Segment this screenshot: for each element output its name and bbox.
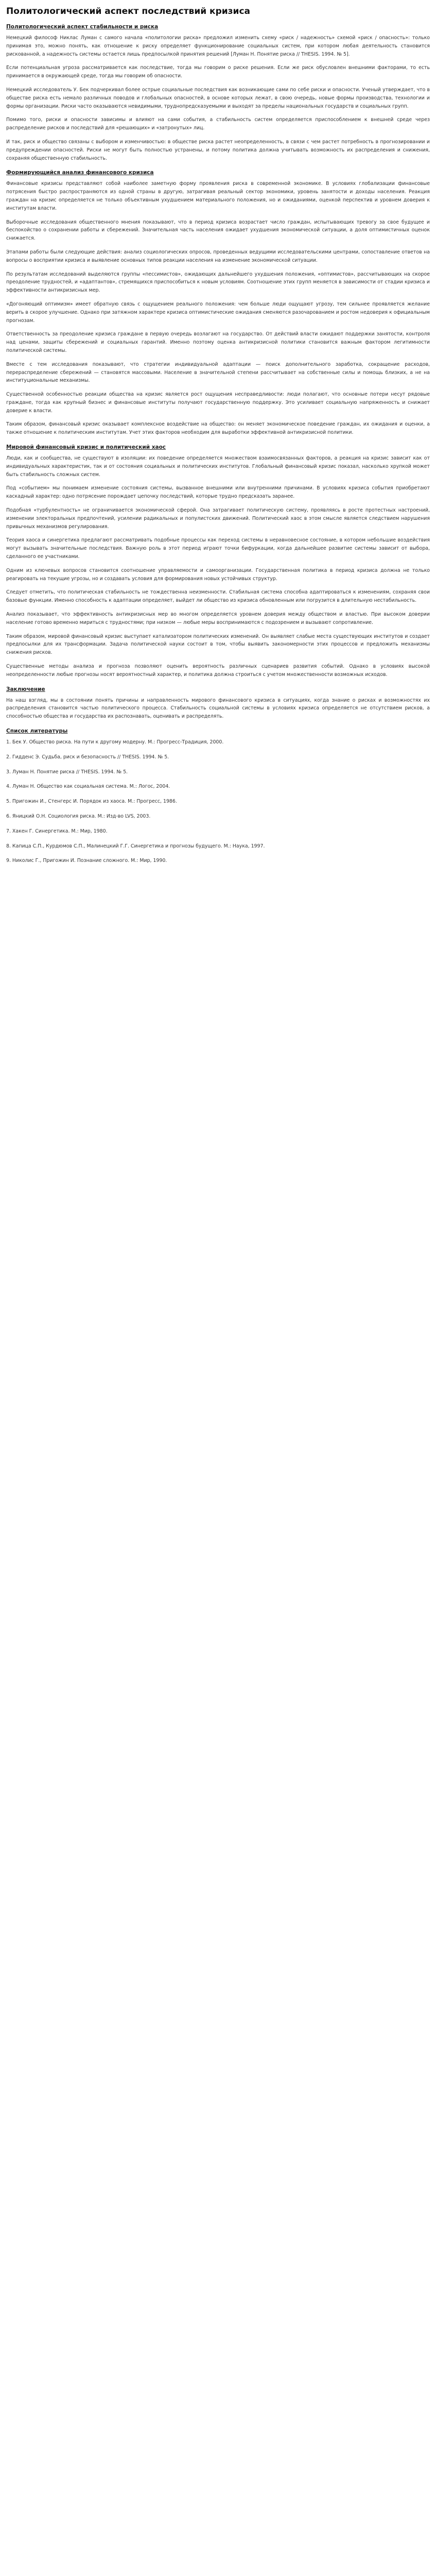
reference-item: 3. Луман Н. Понятие риска // THESIS. 1994. № 5. [6, 769, 128, 775]
paragraph: Люди, как и сообщества, не существуют в изоляции: их поведение определяется множеством взаимосвязанных факторов, а реакция на кризис зависит как от индивидуальных характеристик, так и от состояния социальных и политических институтов. Глобальный финансовый кризис показал, насколько хрупкой может быть стабильность сложных систем. [6, 455, 430, 478]
conclusion-paragraph: На наш взгляд, мы в состоянии понять причины и направленность мирового финансового кризиса в ситуациях, когда знание о рисках и возможностях их распределения становится частью политического процесса. Стабильность социальной системы в условиях кризиса определяется не отсутствием рисков, а способностью общества и государства их распознавать, оценивать и распределять. [6, 697, 430, 720]
paragraph: Анализ показывает, что эффективность антикризисных мер во многом определяется уровнем доверия между обществом и властью. При высоком доверии население готово временно мириться с трудностями; при низком — любые меры воспринимаются с подозрением и вызывают сопротивление. [6, 612, 430, 625]
paragraph: Ответственность за преодоление кризиса граждане в первую очередь возлагают на государство. От действий власти ожидают поддержки занятости, контроля над ценами, защиты сбережений и социальных гарантий. Именно поэтому оценка антикризисной политики становится важным фактором легитимности политической системы. [6, 331, 430, 353]
paragraph: Существенной особенностью реакции общества на кризис является рост ощущения несправедливости: люди полагают, что основные потери несут рядовые граждане, тогда как крупный бизнес и финансовые институты получают государственную поддержку. Это усиливает социальную напряженность и снижает доверие к власти. [6, 392, 430, 414]
section-heading-world-crisis-chaos: Мировой финансовый кризис и политический хаос [6, 444, 166, 451]
reference-item: 1. Бек У. Общество риска. На пути к другому модерну. М.: Прогресс-Традиция, 2000. [6, 739, 224, 745]
paragraph: Этапами работы были следующие действия: анализ социологических опросов, проведенных ведущими исследовательскими центрами, сопоставление ответов на вопросы о восприятии кризиса и выявление основных типов реакции населения на изменение экономической ситуации. [6, 249, 430, 263]
paragraph: И так, риск и общество связаны с выбором и изменчивостью: в обществе риска растет неопределенность, в связи с чем растет потребность в прогнозировании и предупреждении опасностей. Риски не могут быть полностью устранены, и потому политика должна учитывать возможность их распределения и снижения, сохраняя общественную стабильность. [6, 139, 430, 161]
paragraph: Под «событием» мы понимаем изменение состояния системы, вызванное внешними или внутренними причинами. В условиях кризиса события приобретают каскадный характер: одно потрясение порождает цепочку последствий, которые трудно предсказать заранее. [6, 485, 430, 500]
reference-item: 9. Николис Г., Пригожин И. Познание сложного. М.: Мир, 1990. [6, 858, 167, 864]
paragraph: Таким образом, финансовый кризис оказывает комплексное воздействие на общество: он меняет экономическое поведение граждан, их ожидания и оценки, а также отношение к политическим институтам. Учет этих факторов необходим для выработки эффективной антикризисной политики. [6, 421, 430, 436]
page-title: Политологический аспект последствий кризиса [6, 6, 251, 16]
paragraph: Вместе с тем исследования показывают, что стратегии индивидуальной адаптации — поиск дополнительного заработка, сокращение расходов, перераспределение сбережений — становятся массовыми. Население в значительной степени рассчитывает на собственные силы и помощь близких, а не на институциональные механизмы. [6, 361, 430, 384]
paragraph: Немецкий исследователь У. Бек подчеркивал более острые социальные последствия как возникающие сами по себе риски и опасности. Ученый утверждает, что в обществе риска есть немало различных поводов и глобальных опасностей, в основе которых лежат, в свою очередь, новые формы производства, технологии и формы организации. Риски часто оказываются невидимыми, труднопредсказуемыми и выходят за пределы национальных государств и социальных групп. [6, 87, 430, 109]
paragraph: Финансовые кризисы представляют собой наиболее заметную форму проявления риска в современной экономике. В условиях глобализации финансовые потрясения быстро распространяются из одной страны в другую, затрагивая реальный сектор экономики, уровень занятости и доходы населения. Реакция граждан на кризис определяется не только объективным ухудшением материального положения, но и ожиданиями, оценкой перспектив и уровнем доверия к институтам власти. [6, 181, 430, 211]
paragraph: Следует отметить, что политическая стабильность не тождественна неизменности. Стабильная система способна адаптироваться к изменениям, сохраняя свои базовые функции. Именно способность к адаптации определяет, выйдет ли общество из кризиса обновленным или погрузится в длительную нестабильность. [6, 589, 430, 604]
paragraph: Немецкий философ Никлас Луман с самого начала «политологии риска» предложил изменить схему «риск / надежность» схемой «риск / опасность»: только принимая это, можно понять, как отношение к риску определяет функционирование социальных систем, при котором любая деятельность становится рискованной, а надежность системы остается лишь предпосылкой принятия решений [Луман Н. Понятие риска // THESIS. 1994. № 5]. [6, 35, 430, 57]
reference-item: 5. Пригожин И., Стенгерс И. Порядок из хаоса. М.: Прогресс, 1986. [6, 799, 177, 805]
paragraph: «Догоняющий оптимизм» имеет обратную связь с ощущением реального положения: чем больше люди ощущают угрозу, тем сильнее проявляется желание верить в скорое улучшение. Однако при затяжном характере кризиса оптимистические ожидания сменяются разочарованием и ростом недоверия к официальным прогнозам. [6, 301, 430, 324]
paragraph: Существенные методы анализа и прогноза позволяют оценить вероятность различных сценариев развития событий. Однако в условиях высокой неопределенности любые прогнозы носят вероятностный характер, и политика должна строиться с учетом множественности возможных исходов. [6, 664, 430, 677]
document-page [0, 0, 436, 881]
reference-item: 8. Капица С.П., Курдюмов С.П., Малинецкий Г.Г. Синергетика и прогнозы будущего. М.: Наука, 1997. [6, 843, 265, 849]
reference-item: 4. Луман Н. Общество как социальная система. М.: Логос, 2004. [6, 784, 170, 790]
paragraph: Выборочные исследования общественного мнения показывают, что в период кризиса возрастает число граждан, испытывающих тревогу за свое будущее и беспокойство о сохранении работы и сбережений. Значительная часть населения ожидает ухудшения экономической ситуации, а доля оптимистичных оценок снижается. [6, 219, 430, 242]
reference-item: 6. Яницкий О.Н. Социология риска. М.: Изд-во LVS, 2003. [6, 813, 151, 819]
paragraph: Подобная «турбулентность» не ограничивается экономической сферой. Она затрагивает политическую систему, проявляясь в росте протестных настроений, изменении электоральных предпочтений, усилении радикальных и популистских движений. Политический хаос в этом смысле является следствием нарушения привычных механизмов регулирования. [6, 507, 430, 530]
paragraph: Если потенциальная угроза рассматривается как последствие, тогда мы говорим о риске решения. Если же риск обусловлен внешними факторами, то есть принимается в окружающей среде, тогда мы говорим об опасности. [6, 65, 430, 79]
paragraph: Одним из ключевых вопросов становится соотношение управляемости и самоорганизации. Государственная политика в период кризиса должна не только реагировать на текущие угрозы, но и создавать условия для формирования новых устойчивых структур. [6, 567, 430, 582]
section-heading-financial-crisis: Формирующийся анализ финансового кризиса [6, 170, 154, 176]
reference-item: 7. Хакен Г. Синергетика. М.: Мир, 1980. [6, 828, 108, 834]
paragraph: Помимо того, риски и опасности зависимы и влияют на сами события, а стабильность систем определяется приспособлением к внешней среде через распределение рисков и последствий для «решающих» и «затронутых» лиц. [6, 117, 430, 131]
paragraph: Таким образом, мировой финансовый кризис выступает катализатором политических изменений. Он выявляет слабые места существующих институтов и создает предпосылки для их трансформации. Задача политической науки состоит в том, чтобы выявить закономерности этих процессов и предложить механизмы снижения рисков. [6, 633, 430, 656]
conclusion-heading: Заключение [6, 686, 45, 692]
paragraph: По результатам исследований выделяются группы «пессимистов», ожидающих дальнейшего ухудшения положения, «оптимистов», рассчитывающих на скорое преодоление трудностей, и «адаптантов», стремящихся приспособиться к новым условиям. Соотношение этих групп меняется в зависимости от стадии кризиса и эффективности антикризисных мер. [6, 271, 430, 294]
paragraph: Теория хаоса и синергетика предлагают рассматривать подобные процессы как переход системы в неравновесное состояние, в котором небольшие воздействия могут вызывать значительные последствия. Важную роль в этот период играют точки бифуркации, когда дальнейшее развитие системы зависит от выбора, сделанного ее участниками. [6, 537, 430, 560]
reference-item: 2. Гидденс Э. Судьба, риск и безопасность // THESIS. 1994. № 5. [6, 754, 169, 760]
section-heading-stability: Политологический аспект стабильности и риска [6, 24, 159, 30]
references-list [6, 738, 430, 865]
references-heading: Список литературы [6, 728, 68, 734]
